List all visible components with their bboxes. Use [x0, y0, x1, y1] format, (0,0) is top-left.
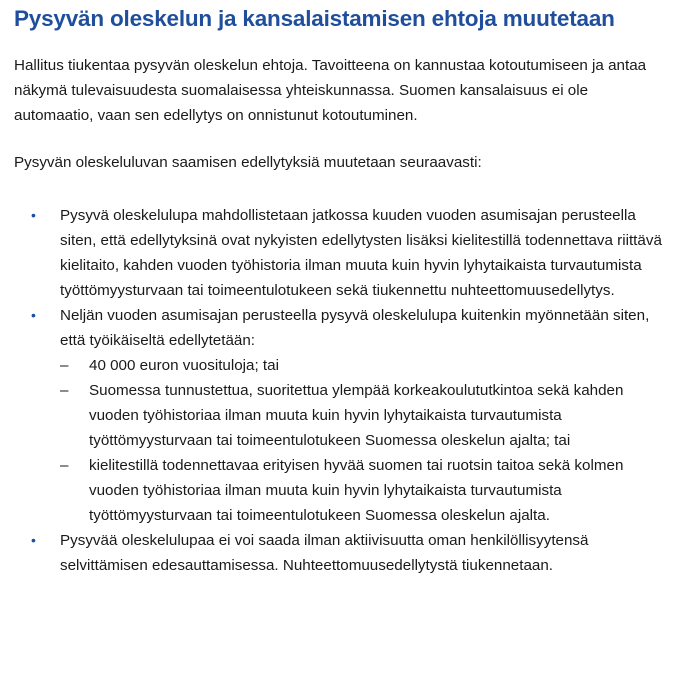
dash-icon: – [60, 382, 69, 399]
lead-paragraph: Pysyvän oleskeluluvan saamisen edellytyksiä muutetaan seuraavasti: [14, 154, 482, 171]
bullet-icon: • [31, 307, 36, 323]
page-title: Pysyvän oleskelun ja kansalaistamisen ehtoja muutetaan [14, 6, 615, 31]
list-item-text: Neljän vuoden asumisajan perusteella pysyvä oleskelulupa kuitenkin myönnetään siten, että työikäiseltä edellytetään: [60, 307, 650, 349]
sub-list-item [60, 453, 676, 528]
sub-list-item-text: 40 000 euron vuosituloja; tai [89, 357, 279, 374]
list-item [0, 528, 676, 578]
dash-icon: – [60, 357, 69, 374]
sub-list-item-text: Suomessa tunnustettua, suoritettua ylempää korkeakoulututkintoa sekä kahden vuoden työhistoriaa ilman muuta kuin hyvin lyhytaikaista turvautumista työttömyysturvaan tai toimeentulotukeen Suomessa oleskelun ajalta; tai [89, 382, 624, 449]
dash-icon: – [60, 457, 69, 474]
sub-list-item [60, 378, 676, 453]
sub-list-item-text: kielitestillä todennettavaa erityisen hyvää suomen tai ruotsin taitoa sekä kolmen vuoden työhistoriaa ilman muuta kuin hyvin lyhytaikaista turvautumista työttömyysturvaan tai toimeentulotukeen Suomessa oleskelun ajalta. [89, 457, 624, 524]
list-item [0, 203, 676, 303]
requirements-list [0, 203, 676, 578]
bullet-icon: • [31, 532, 36, 548]
bullet-icon: • [31, 207, 36, 223]
list-item-text: Pysyvää oleskelulupaa ei voi saada ilman aktiivisuutta oman henkilöllisyytensä selvittämisen edesauttamisessa. Nuhteettomuusedellytystä tiukennetaan. [60, 532, 589, 574]
list-item [0, 303, 676, 528]
intro-paragraph: Hallitus tiukentaa pysyvän oleskelun ehtoja. Tavoitteena on kannustaa kotoutumiseen ja antaa näkymä tulevaisuudesta suomalaisessa yhteiskunnassa. Suomen kansalaisuus ei ole automaatio, vaan sen edellytys on onnistunut kotoutuminen. [14, 57, 647, 124]
list-item-text: Pysyvä oleskelulupa mahdollistetaan jatkossa kuuden vuoden asumisajan perusteella siten, että edellytyksinä ovat nykyisten edellytysten lisäksi kielitestillä todennettava riittävä kielitaito, kahden vuoden työhistoria ilman muuta kuin hyvin lyhytaikaista turvautumista työttömyysturvaan tai toimeentulotukeen sekä tiukennettu nuhteettomuusedellytys. [60, 207, 662, 299]
sub-list-item [60, 353, 676, 378]
sub-list [60, 353, 676, 528]
